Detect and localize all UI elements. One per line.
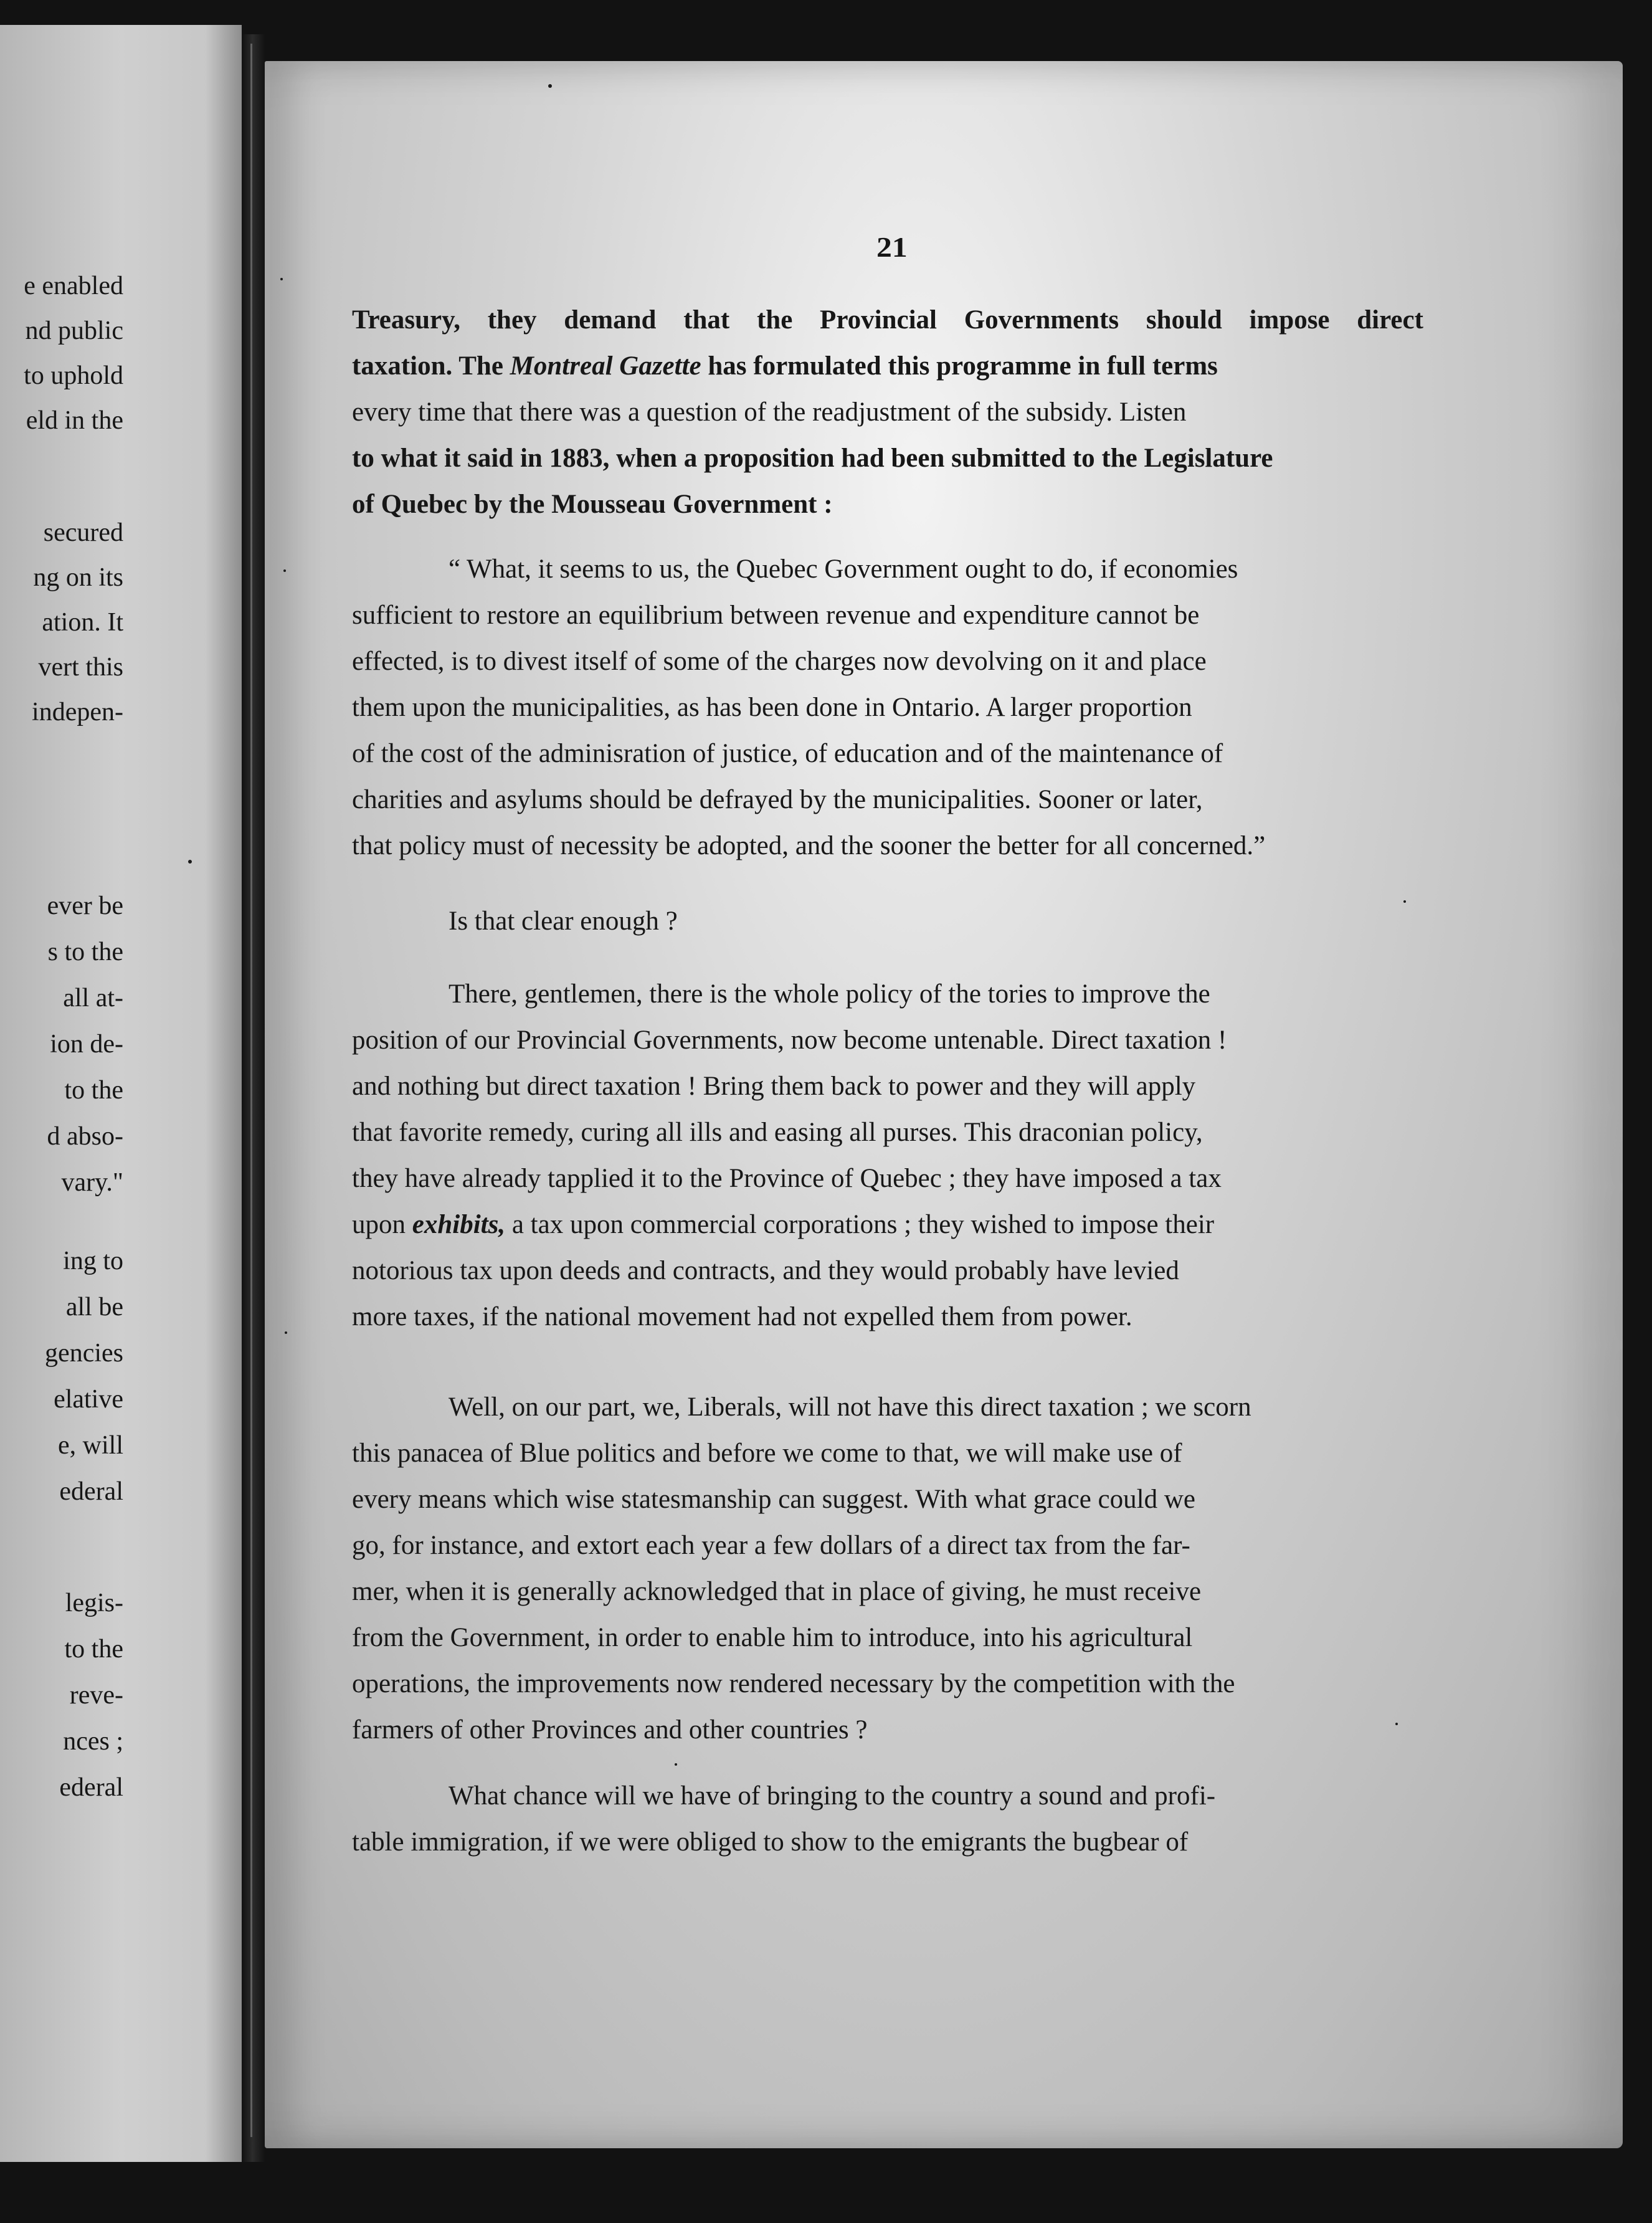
ink-speck — [283, 569, 286, 572]
question-line: Is that clear enough ? — [449, 907, 678, 936]
left-text-fragment: ation. It — [42, 608, 123, 637]
text-after-exhibits: a tax upon commercial corporations ; they wished to impose their — [511, 1210, 1215, 1239]
left-text-fragment: e enabled — [24, 272, 123, 300]
paragraph-2-line: that favorite remedy, curing all ills and easing all purses. This draconian policy, — [352, 1118, 1203, 1147]
paragraph-2 — [352, 971, 1423, 1340]
left-text-fragment: to uphold — [24, 361, 123, 390]
paragraph-3-line: mer, when it is generally acknowledged that in place of giving, he must receive — [352, 1577, 1202, 1606]
ink-speck — [548, 84, 552, 88]
paragraph-3-line: from the Government, in order to enable him to introduce, into his agricultural — [352, 1623, 1193, 1652]
text-before-exhibits: upon — [352, 1210, 406, 1239]
left-text-fragment: ion de- — [50, 1030, 123, 1059]
left-text-fragment: ing to — [63, 1247, 123, 1275]
quote-line: of the cost of the adminisration of justice, of education and of the maintenance of — [352, 739, 1223, 768]
ink-speck — [285, 1331, 287, 1334]
left-text-fragment: e, will — [58, 1431, 123, 1460]
left-text-fragment: all at- — [63, 984, 123, 1012]
left-text-fragment: legis- — [65, 1589, 123, 1617]
exhibits-word: exhibits, — [412, 1210, 506, 1239]
word: demand — [564, 305, 657, 335]
paragraph-2-line: notorious tax upon deeds and contracts, and they would probably have levied — [352, 1256, 1179, 1285]
paragraph-2-line: position of our Provincial Governments, now become untenable. Direct taxation ! — [352, 1026, 1227, 1055]
left-text-fragment: all be — [65, 1293, 123, 1321]
paragraph-2-line: they have already tapplied it to the Province of Quebec ; they have imposed a tax — [352, 1164, 1222, 1193]
left-text-fragment: vert this — [38, 653, 123, 682]
paragraph-2-line: There, gentlemen, there is the whole policy of the tories to improve the — [449, 979, 1210, 1009]
paragraph-4-line: What chance will we have of bringing to the country a sound and profi- — [449, 1781, 1216, 1811]
quote-line: “ What, it seems to us, the Quebec Government ought to do, if economies — [449, 555, 1238, 584]
word: Governments — [964, 305, 1119, 335]
left-text-fragment: ever be — [47, 892, 123, 920]
left-text-fragment: d abso- — [47, 1122, 123, 1151]
word: they — [487, 305, 537, 335]
book-gutter — [242, 34, 265, 2162]
left-text-fragment: ng on its — [33, 563, 123, 592]
ink-speck — [188, 860, 192, 864]
paragraph-1-line-5: of Quebec by the Mousseau Government : — [352, 490, 833, 519]
left-text-fragment: ederal — [59, 1477, 123, 1506]
quote-line: them upon the municipalities, as has been done in Ontario. A larger proportion — [352, 693, 1192, 722]
paragraph-3-line: this panacea of Blue politics and before we come to that, we will make use of — [352, 1439, 1182, 1468]
quote-line: charities and asylums should be defrayed by the municipalities. Sooner or later, — [352, 785, 1203, 814]
paragraph-3-line: Well, on our part, we, Liberals, will not have this direct taxation ; we scorn — [449, 1392, 1251, 1422]
left-text-fragment: to the — [64, 1635, 123, 1664]
paragraph-3-line: go, for instance, and extort each year a few dollars of a direct tax from the far- — [352, 1531, 1190, 1560]
word: Provincial — [820, 305, 937, 335]
left-text-fragment: nd public — [25, 317, 123, 345]
ink-speck — [1395, 1723, 1398, 1725]
paragraph-2-line-6 — [352, 1202, 1423, 1248]
paragraph-1-line-4: to what it said in 1883, when a proposition had been submitted to the Legislature — [352, 444, 1273, 473]
paragraph-2-line: more taxes, if the national movement had not expelled them from power. — [352, 1302, 1132, 1331]
text-after-italic: has formulated this programme in full terms — [708, 351, 1218, 381]
word: impose — [1249, 305, 1330, 335]
ink-speck — [675, 1763, 677, 1766]
left-text-fragment: ederal — [59, 1773, 123, 1802]
quoted-paragraph — [352, 546, 1423, 869]
page-number: 21 — [876, 231, 908, 263]
paragraph-3-line: operations, the improvements now rendered necessary by the competition with the — [352, 1669, 1235, 1698]
quote-line: sufficient to restore an equilibrium between revenue and expenditure cannot be — [352, 601, 1200, 630]
paragraph-3 — [352, 1384, 1423, 1753]
word-treasury: Treasury, — [352, 305, 460, 335]
left-text-fragment: secured — [43, 518, 123, 547]
left-text-fragment: indepen- — [32, 698, 123, 726]
paragraph-1-line-3: every time that there was a question of the readjustment of the subsidy. Listen — [352, 397, 1187, 427]
paragraph-3-line: farmers of other Provinces and other countries ? — [352, 1715, 868, 1745]
word: should — [1146, 305, 1222, 335]
text-before-italic: taxation. The — [352, 351, 503, 381]
left-text-fragment: gencies — [45, 1339, 123, 1368]
word: the — [756, 305, 793, 335]
word: direct — [1357, 305, 1423, 335]
ink-speck — [280, 278, 283, 280]
paragraph-1-line-2 — [352, 343, 1423, 389]
left-text-fragment: elative — [54, 1385, 123, 1414]
quote-line: that policy must of necessity be adopted, and the sooner the better for all concerned.” — [352, 831, 1266, 860]
montreal-gazette-title: Montreal Gazette — [510, 351, 701, 381]
paragraph-4-line: table immigration, if we were obliged to show to the emigrants the bugbear of — [352, 1827, 1189, 1857]
left-page-fragment — [0, 25, 242, 2162]
paragraph-2-line: and nothing but direct taxation ! Bring them back to power and they will apply — [352, 1072, 1196, 1101]
paragraph-4 — [352, 1773, 1423, 1865]
left-text-fragment: reve- — [69, 1681, 123, 1710]
left-text-fragment: nces ; — [63, 1727, 123, 1756]
left-page-shadow — [206, 25, 242, 2162]
left-text-fragment: eld in the — [26, 406, 123, 435]
left-text-fragment: vary." — [61, 1168, 123, 1197]
word: that — [683, 305, 730, 335]
paragraph-1-line-1 — [352, 297, 1423, 343]
gutter-highlight — [250, 44, 252, 2137]
left-text-fragment: s to the — [47, 938, 123, 966]
paragraph-3-line: every means which wise statesmanship can suggest. With what grace could we — [352, 1485, 1195, 1514]
ink-speck — [1403, 900, 1406, 903]
quote-line: effected, is to divest itself of some of the charges now devolving on it and place — [352, 647, 1207, 676]
left-text-fragment: to the — [64, 1076, 123, 1105]
paragraph-1 — [352, 297, 1423, 528]
